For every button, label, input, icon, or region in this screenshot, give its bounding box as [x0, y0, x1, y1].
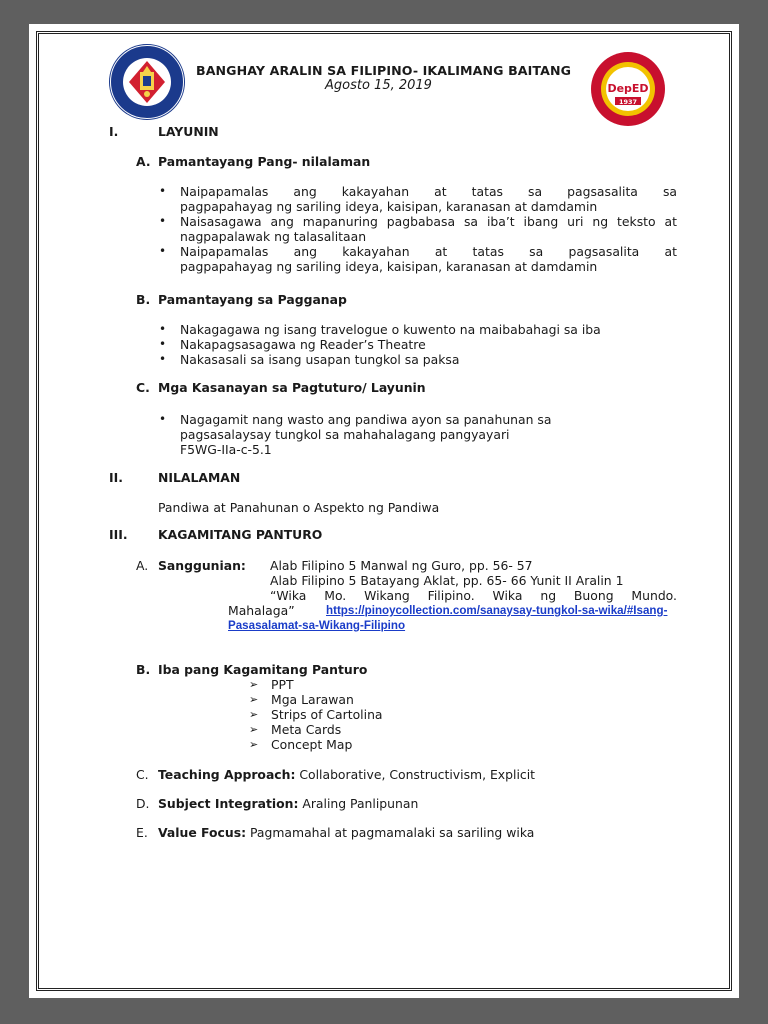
list-item-continuation: nagpapalawak ng talasalitaan — [180, 229, 367, 244]
subsection-3c-label: C. — [136, 767, 149, 782]
list-item: ➢ Strips of Cartolina — [271, 707, 383, 722]
section-3-heading: KAGAMITANG PANTURO — [158, 527, 323, 542]
deped-seal-logo — [107, 42, 187, 122]
subsection-1b-heading: Pamantayang sa Pagganap — [158, 292, 347, 307]
subsection-3a-label: A. — [136, 558, 149, 573]
reference-line — [228, 603, 295, 618]
subsection-3d-label: D. — [136, 796, 150, 811]
section-2-text: Pandiwa at Panahunan o Aspekto ng Pandiwa — [158, 500, 440, 515]
list-item: • Nakapagsasagawa ng Reader’s Theatre — [180, 337, 426, 352]
subsection-1b-label: B. — [136, 292, 151, 307]
list-item: • Nakasasali sa isang usapan tungkol sa paksa — [180, 352, 459, 367]
section-2-heading: NILALAMAN — [158, 470, 241, 485]
subsection-3e-text — [158, 825, 534, 840]
competency-code: F5WG-IIa-c-5.1 — [180, 442, 272, 457]
reference-link-continuation[interactable]: Pasasalamat-sa-Wikang-Filipino — [228, 619, 406, 632]
subsection-3e-label: E. — [136, 825, 148, 840]
list-item-continuation: pagsasalaysay tungkol sa mahahalagang pangyayari — [180, 427, 510, 442]
list-item: ➢ PPT — [271, 677, 294, 692]
svg-text:DepED: DepED — [607, 82, 649, 95]
list-item: ➢ Meta Cards — [271, 722, 341, 737]
subsection-1c-heading: Mga Kasanayan sa Pagtuturo/ Layunin — [158, 380, 426, 395]
list-item-continuation: pagpapahayag ng sariling ideya, kaisipan, karanasan at damdamin — [180, 199, 598, 214]
subsection-3b-label: B. — [136, 662, 151, 677]
svg-text:1937: 1937 — [618, 98, 638, 106]
section-1-heading: LAYUNIN — [158, 124, 219, 139]
subsection-1a-label: A. — [136, 154, 151, 169]
subsection-3a-heading: Sanggunian: — [158, 558, 246, 573]
subject-integration-value: Araling Panlipunan — [298, 796, 419, 811]
list-item-continuation: pagpapahayag ng sariling ideya, kaisipan, karanasan at damdamin — [180, 259, 598, 274]
subsection-1a-heading: Pamantayang Pang- nilalaman — [158, 154, 371, 169]
subsection-3d-text — [158, 796, 418, 811]
list-item: ➢ Concept Map — [271, 737, 352, 752]
subsection-3b-heading: Iba pang Kagamitang Panturo — [158, 662, 368, 677]
list-item: ➢ Mga Larawan — [271, 692, 354, 707]
teaching-approach-value: Collaborative, Constructivism, Explicit — [295, 767, 536, 782]
section-1-number: I. — [109, 124, 119, 139]
school-seal-logo — [589, 50, 667, 128]
value-focus-value: Pagmamahal at pagmamalaki sa sariling wika — [246, 825, 535, 840]
list-item: • Naisasagawa ang mapanuring pagbabasa sa iba’t ibang uri ng teksto at — [180, 214, 677, 229]
list-item: • Naipapamalas ang kakayahan at tatas sa pagsasalita sa — [180, 184, 677, 199]
reference-title-end: Mahalaga” — [228, 603, 295, 618]
document-date: Agosto 15, 2019 — [325, 78, 432, 93]
reference-line: “Wika Mo. Wikang Filipino. Wika ng Buong Mundo. — [270, 588, 677, 603]
subject-integration-key: Subject Integration: — [158, 796, 299, 811]
teaching-approach-key: Teaching Approach: — [158, 767, 296, 782]
subsection-1c-label: C. — [136, 380, 150, 395]
reference-line: Alab Filipino 5 Batayang Aklat, pp. 65- 66 Yunit II Aralin 1 — [270, 573, 624, 588]
list-item: • Naipapamalas ang kakayahan at tatas sa pagsasalita at — [180, 244, 677, 259]
reference-line: Alab Filipino 5 Manwal ng Guro, pp. 56- 57 — [270, 558, 533, 573]
list-item: • Nagagamit nang wasto ang pandiwa ayon sa panahunan sa — [180, 412, 551, 427]
document-title: BANGHAY ARALIN SA FILIPINO- IKALIMANG BAITANG — [196, 63, 572, 78]
reference-link[interactable]: https://pinoycollection.com/sanaysay-tungkol-sa-wika/#Isang- — [326, 604, 668, 617]
section-2-number: II. — [109, 470, 123, 485]
document-page — [29, 24, 739, 998]
value-focus-key: Value Focus: — [158, 825, 247, 840]
list-item: • Nakagagawa ng isang travelogue o kuwento na maibabahagi sa iba — [180, 322, 601, 337]
subsection-3c-text — [158, 767, 535, 782]
section-3-number: III. — [109, 527, 128, 542]
